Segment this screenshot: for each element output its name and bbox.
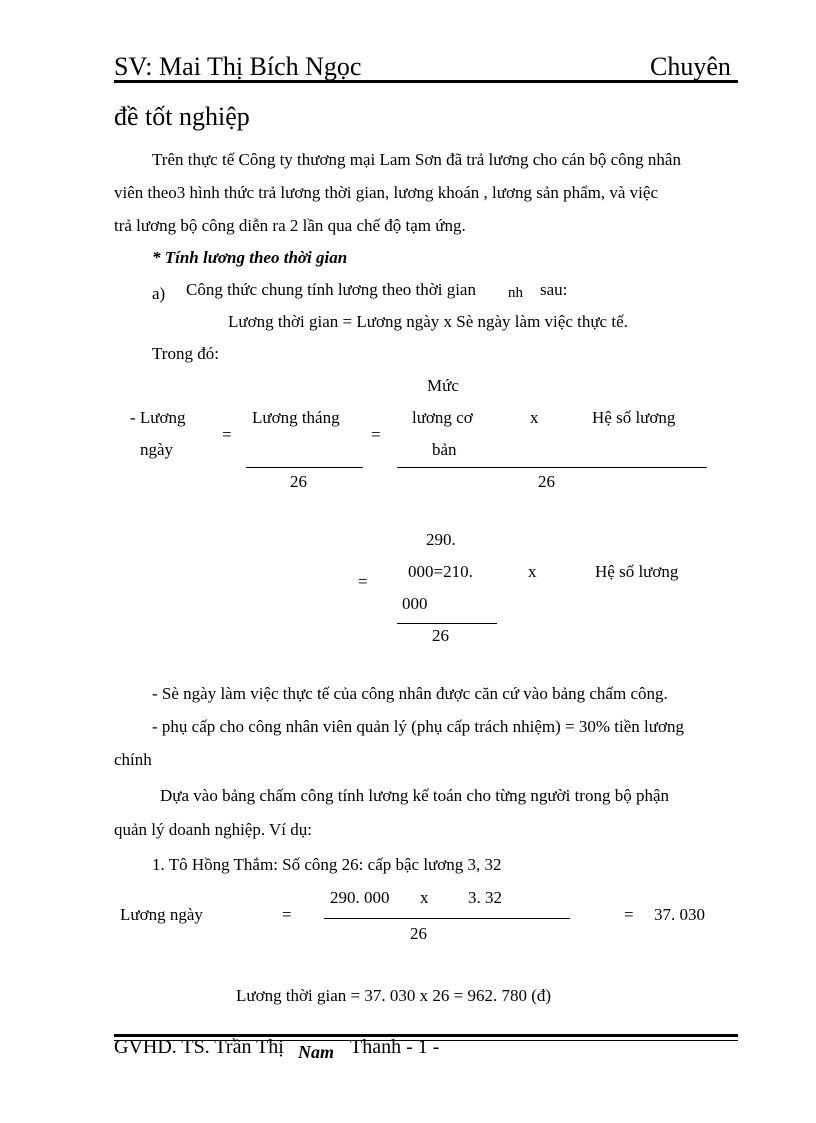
para1-line3: trả lương bộ công diễn ra 2 lần qua chế độ tạm ứng. [114, 216, 466, 235]
f1-equals: = [222, 425, 232, 444]
f1-frac2-denominator: 26 [538, 472, 555, 491]
ex-result: 37. 030 [654, 905, 705, 924]
f2-equals: = [358, 572, 368, 591]
ex-num-a: 290. 000 [330, 888, 390, 907]
ex-denominator: 26 [410, 924, 427, 943]
section-title: * Tính lương theo thời gian [152, 248, 348, 267]
f2-num-line1: 290. [426, 530, 456, 549]
f1-frac1-bar [246, 467, 363, 468]
f1-muc-line3: bản [432, 440, 457, 459]
item-a-text: Công thức chung tính lương theo thời gian [186, 280, 476, 299]
ex-times: x [420, 888, 429, 907]
f1-muc-line2: lương cơ [412, 408, 473, 427]
item-a-label: a) [152, 284, 166, 303]
result-line: Lương thời gian = 37. 030 x 26 = 962. 780 (đ) [236, 986, 552, 1005]
f1-muc-line1: Mức [427, 376, 459, 395]
f1-frac1-numerator: Lương tháng [252, 408, 340, 427]
note1: - Sè ngày làm việc thực tế của công nhân được căn cứ vào bảng chấm công. [152, 684, 668, 703]
f1-frac1-denominator: 26 [290, 472, 307, 491]
footer-text-b: Thanh - 1 - [350, 1036, 440, 1058]
note2-line1: - phụ cấp cho công nhân viên quản lý (phụ cấp trách nhiệm) = 30% tiền lương [152, 717, 684, 736]
ex-equals: = [282, 905, 292, 924]
f1-he-so: Hệ số lương [592, 408, 676, 427]
para2-line2: quản lý doanh nghiệp. Ví dụ: [114, 820, 312, 839]
ex-num-b: 3. 32 [468, 888, 502, 907]
f1-times: x [530, 408, 539, 427]
para1-line2: viên theo3 hình thức trả lương thời gian, lương khoán , lương sản phẩm, và việc [114, 183, 658, 202]
formula-general: Lương thời gian = Lương ngày x Sè ngày làm việc thực tế. [228, 312, 628, 331]
header-rule [114, 80, 738, 83]
f1-lhs-line2: ngày [140, 440, 174, 459]
header-student: SV: Mai Thị Bích Ngọc [114, 52, 362, 81]
ex-frac-bar [324, 918, 570, 919]
f2-frac-bar [397, 623, 497, 624]
ex-lhs: Lương ngày [120, 905, 203, 924]
item-a-end: sau: [540, 280, 568, 299]
f1-lhs-line1: - Lương [130, 408, 186, 427]
header-right-word: Chuyên [650, 52, 731, 81]
f1-equals-2: = [371, 425, 381, 444]
note2-line2: chính [114, 750, 152, 769]
f2-times: x [528, 562, 537, 581]
para2-line1: Dựa vào bảng chấm công tính lương kế toán cho từng người trong bộ phận [160, 786, 670, 805]
f2-num-line3: 000 [402, 594, 428, 613]
f1-frac2-bar [397, 467, 707, 468]
f2-denominator: 26 [432, 626, 449, 645]
footer-text-a: GVHD. TS. Trần Thị [114, 1036, 284, 1058]
f2-he-so: Hệ số lương [595, 562, 679, 581]
item-a-sub: nh [508, 285, 523, 301]
example1: 1. Tô Hồng Thắm: Số công 26: cấp bậc lương 3, 32 [152, 855, 502, 874]
ex-equals-2: = [624, 905, 634, 924]
footer-script: Nam [298, 1042, 334, 1062]
para1-line1: Trên thực tế Công ty thương mại Lam Sơn đã trả lương cho cán bộ công nhân [152, 150, 681, 169]
header-continuation: đề tốt nghiệp [114, 102, 250, 131]
f2-num-line2: 000=210. [408, 562, 473, 581]
trong-do: Trong đó: [152, 344, 219, 363]
